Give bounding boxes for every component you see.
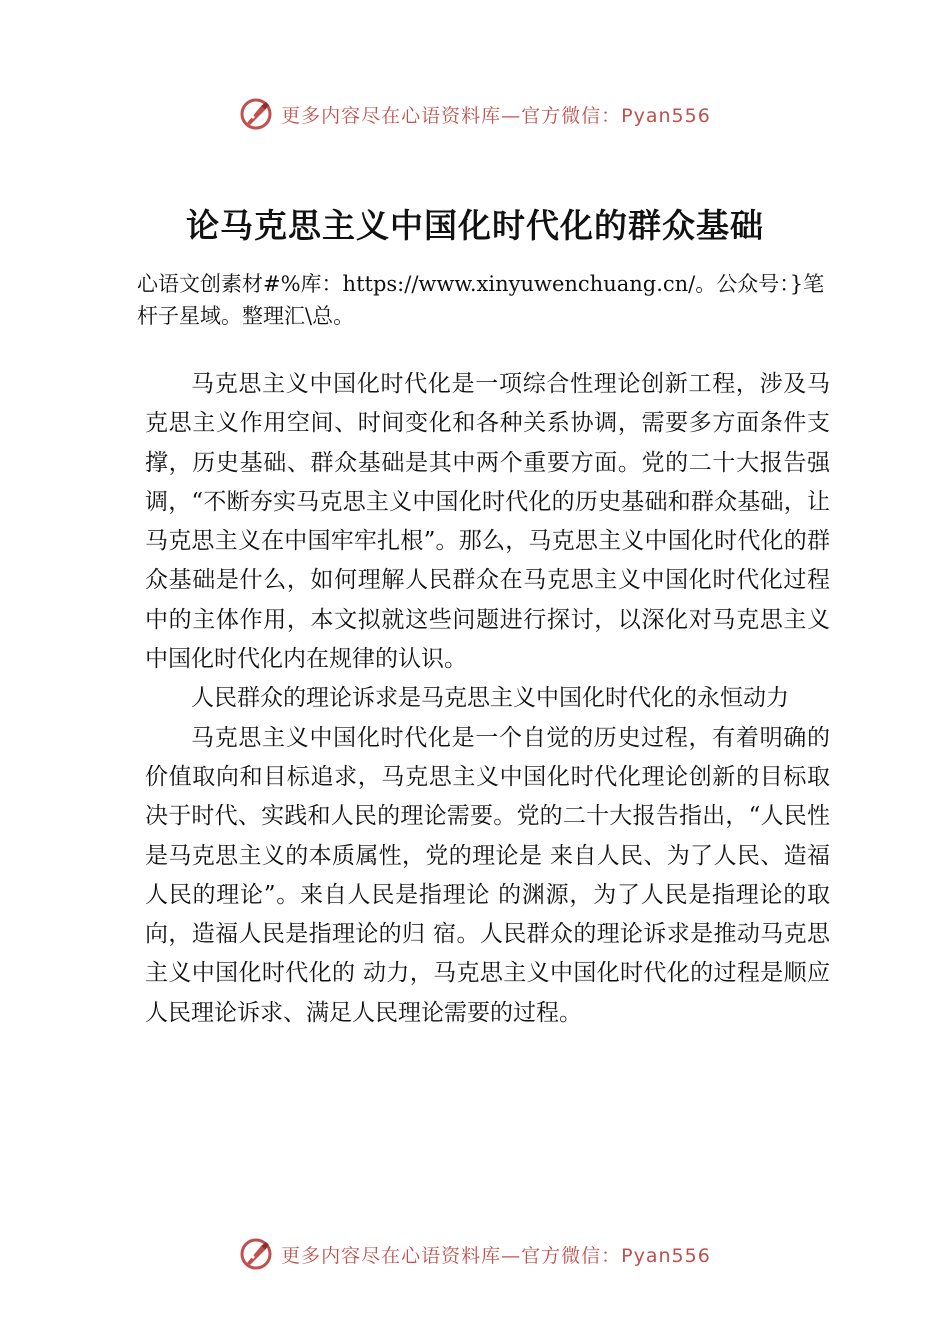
- banner-text: 更多内容尽在心语资料库—官方微信：Pyan556: [281, 104, 711, 127]
- wechat-handle: Pyan556: [621, 104, 711, 127]
- footer-banner: [0, 1234, 950, 1274]
- header-banner: [0, 94, 950, 134]
- pen-nib-icon: [239, 97, 273, 131]
- document-title: 论马克思主义中国化时代化的群众基础: [186, 206, 764, 245]
- section-heading: 人民群众的理论诉求是马克思主义中国化时代化的永恒动力: [191, 685, 789, 712]
- paragraph-section-1: 马克思主义中国化时代化是一个自觉的历史过程，有着明确的价值取向和目标追求，马克思主义中国化时代化理论创新的目标取决于时代、实践和人民的理论需要。党的二十大报告指出，“人民性是马克思主义的本质属性，党的理论是 来自人民、为了人民、造福人民的理论”。来自人民是指理论 的渊源，为了人民是指理论的取向，造福人民是指理论的归 宿。人民群众的理论诉求是推动马克思主义中国化时代化的 动力，马克思主义中国化时代化的过程是顺应人民理论诉求、满足人民理论需要的过程。: [145, 724, 830, 1026]
- wechat-handle: Pyan556: [621, 1244, 711, 1267]
- document-body: [145, 365, 830, 1033]
- paragraph-intro: 马克思主义中国化时代化是一项综合性理论创新工程，涉及马克思主义作用空间、时间变化和各种关系协调，需要多方面条件支撑，历史基础、群众基础是其中两个重要方面。党的二十大报告强调，“不断夯实马克思主义中国化时代化的历史基础和群众基础，让马克思主义在中国牢牢扎根”。那么，马克思主义中国化时代化的群众基础是什么，如何理解人民群众在马克思主义中国化时代化过程中的主体作用，本文拟就这些问题进行探讨，以深化对马克思主义中国化时代化内在规律的认识。: [145, 371, 830, 673]
- source-note: 心语文创素材#%库：https://www.xinyuwenchuang.cn/。公众号：}笔杆子星域。整理汇\总。: [137, 272, 825, 328]
- banner-text: 更多内容尽在心语资料库—官方微信：Pyan556: [281, 1244, 711, 1267]
- pen-nib-icon: [239, 1237, 273, 1271]
